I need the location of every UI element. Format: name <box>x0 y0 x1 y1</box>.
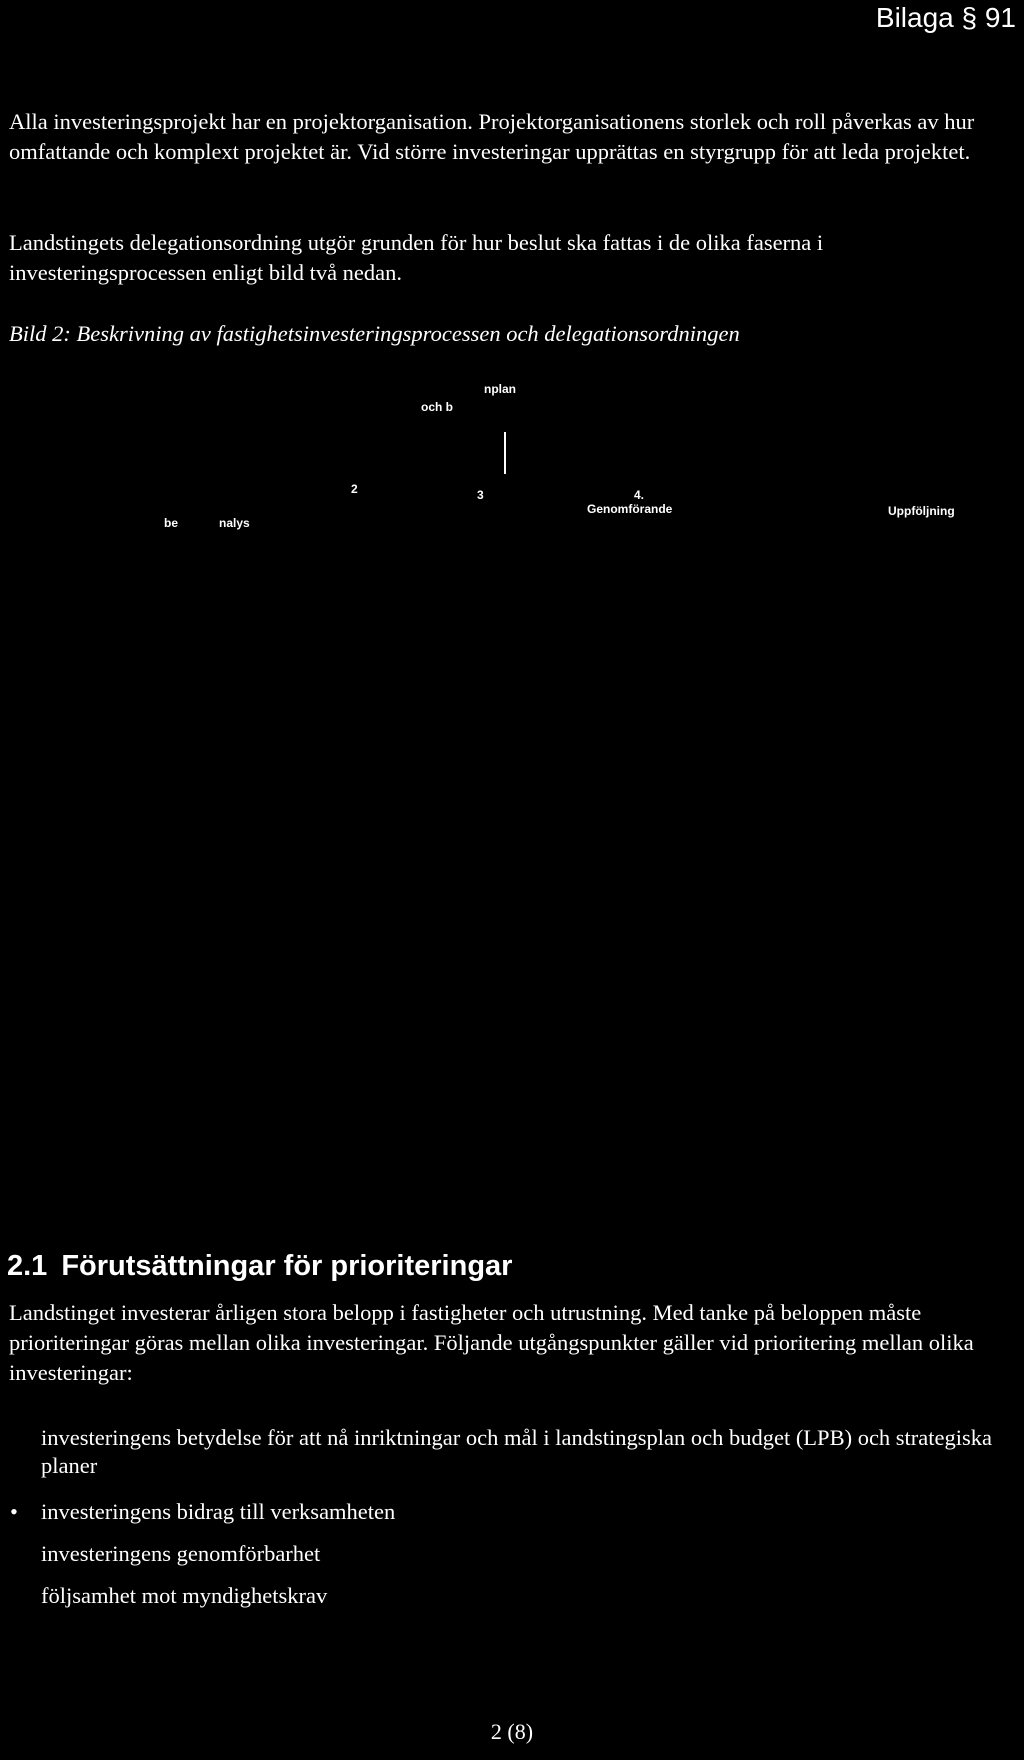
diagram-step-2: 2 <box>351 482 358 496</box>
intro-paragraph-2: Landstingets delegationsordning utgör grunden för hur beslut ska fattas i de olika faserna i investeringsprocessen enligt bild två nedan. <box>9 230 824 285</box>
section-heading <box>7 1246 512 1286</box>
bullet-marker: • <box>10 1499 18 1524</box>
diagram-label-analys-b: nalys <box>219 516 250 530</box>
intro-paragraph-1: Alla investeringsprojekt har en projektorganisation. Projektorganisationens storlek och roll påverkas av hur omfattande och komplext projektet är. Vid större investeringar upprättas en styrgrupp för att leda projektet. <box>9 109 975 164</box>
diagram-label-top-2: och b <box>421 400 453 414</box>
list-item <box>0 1540 1024 1568</box>
diagram-label-uppfoljning: Uppföljning <box>888 504 955 518</box>
diagram-label-genomforande: Genomförande <box>587 502 673 516</box>
attachment-tag: Bilaga § 91 <box>875 2 1016 33</box>
section-title: Förutsättningar för prioriteringar <box>61 1250 513 1282</box>
priority-list <box>0 1424 1024 1624</box>
process-diagram <box>0 370 1024 1130</box>
list-item <box>0 1582 1024 1610</box>
diagram-step-4: 4. <box>634 488 645 502</box>
page-number: 2 (8) <box>490 1719 534 1744</box>
section-body: Landstinget investerar årligen stora belopp i fastigheter och utrustning. Med tanke på beloppen måste prioriteringar göras mellan olika investeringar. Följande utgångspunkter gäller vid prioritering mellan olika investeringar: <box>9 1300 974 1385</box>
diagram-connector-line <box>504 432 506 474</box>
list-item-text: investeringens bidrag till verksamheten <box>41 1499 396 1524</box>
diagram-step-3: 3 <box>477 488 484 502</box>
list-item <box>0 1498 1024 1526</box>
diagram-label-top-1: nplan <box>484 382 516 396</box>
list-item-text: följsamhet mot myndighetskrav <box>41 1583 328 1608</box>
list-item-text: investeringens genomförbarhet <box>41 1541 321 1566</box>
diagram-label-analys-a: be <box>164 516 179 530</box>
list-item-text: investeringens betydelse för att nå inriktningar och mål i landstingsplan och budget (LPB) och strategiska planer <box>41 1425 993 1478</box>
section-number: 2.1 <box>7 1250 48 1282</box>
figure-caption: Bild 2: Beskrivning av fastighetsinvesteringsprocessen och delegationsordningen <box>9 321 740 346</box>
list-item <box>0 1424 1024 1480</box>
